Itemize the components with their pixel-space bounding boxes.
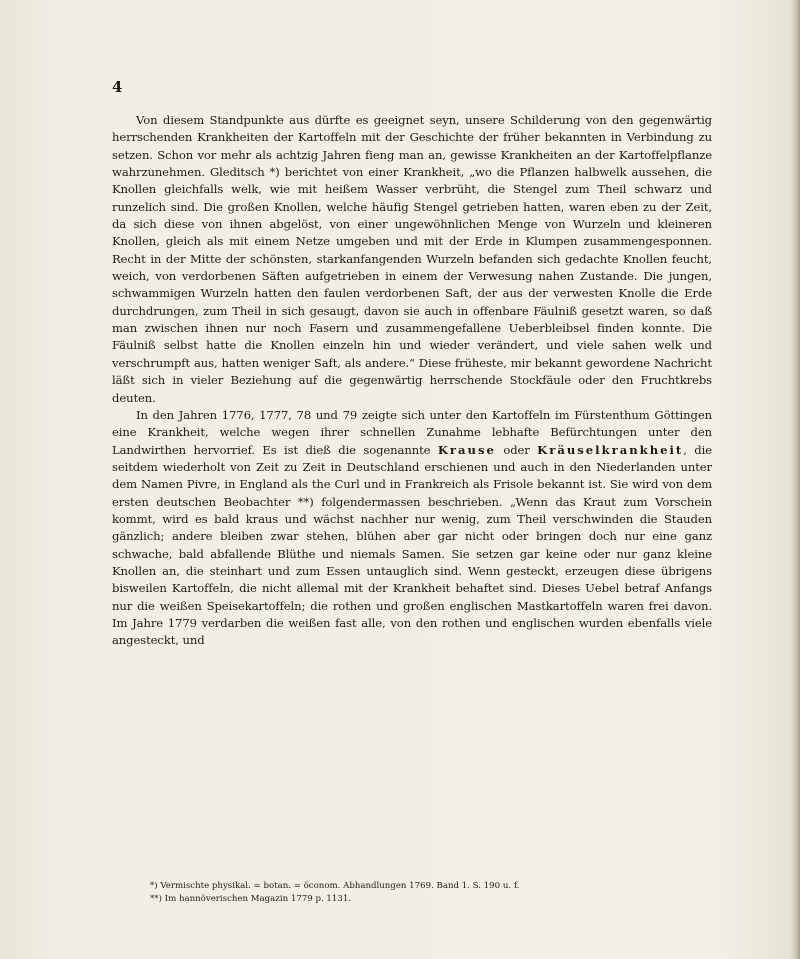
- paragraph-2-connector: oder: [495, 442, 538, 457]
- paragraph-2: [112, 407, 712, 650]
- paragraph-2-text-start: In den Jahren 1776, 1777, 78 und 79 zeigte sich unter den Kartoffeln im Fürstenthum Göttingen eine Krankheit, welche wegen ihrer schnellen Zunahme lebhafte Befürchtungen unter den Landwirthen hervorrief. Es ist dieß die sogenannte: [112, 407, 712, 457]
- paragraph-1: [112, 112, 712, 407]
- emphasis-krause: Krause: [437, 442, 496, 457]
- page-number: 4: [112, 78, 123, 96]
- footnote-2: **) Im hannöverischen Magazin 1779 p. 1131.: [150, 894, 352, 904]
- footnote-1: *) Vermischte physikal. = botan. = öconom. Abhandlungen 1769. Band 1. S. 190 u. f.: [150, 881, 520, 891]
- show-through-text: [250, 810, 510, 860]
- emphasis-kraeuselkrankheit: Kräuselkrankheit: [537, 442, 684, 457]
- page-edge-shadow: [790, 0, 800, 959]
- footnotes: [150, 880, 710, 906]
- body-text: [112, 112, 712, 650]
- paragraph-2-text-end: , die seitdem wiederholt von Zeit zu Zeit in Deutschland erschienen und auch in den Niederlanden unter dem Namen Pivre, in England als the Curl und in Frankreich als Frisole bekannt ist. Sie wird von dem ersten deutschen Beobachter **) folgendermassen beschrieben. „Wenn das Kraut zum Vorschein kommt, wird es bald kraus und wächst nachher nur wenig, zum Theil verschwinden die Stauden gänzlich; andere bleiben zwar stehen, blühen aber gar nicht oder bringen doch nur eine ganz schwache, bald abfallende Blüthe und niemals Samen. Sie setzen gar keine oder nur ganz kleine Knollen an, die steinhart und zum Essen untauglich sind. Wenn gesteckt, erzeugen diese übrigens bisweilen Kartoffeln, die nicht allemal mit der Krankheit behaftet sind. Dieses Uebel betraf Anfangs nur die weißen Speisekartoffeln; die rothen und großen englischen Mastkartoffeln waren frei davon. Im Jahre 1779 verdarben die weißen fast alle, von den rothen und englischen wurden ebenfalls viele angesteckt, und: [112, 442, 712, 648]
- paragraph-1-text: Von diesem Standpunkte aus dürfte es geeignet seyn, unsere Schilderung von den gegenwärtig herrschenden Krankheiten der Kartoffeln mit der Geschichte der früher bekannten in Verbindung zu setzen. Schon vor mehr als achtzig Jahren fieng man an, gewisse Krankheiten an der Kartoffelpflanze wahrzunehmen. Gleditsch *) berichtet von einer Krankheit, „wo die Pflanzen halbwelk aussehen, die Knollen gleichfalls welk, wie mit heißem Wasser verbrüht, die Stengel zum Theil schwarz und runzelich sind. Die großen Knollen, welche häufig Stengel getrieben hatten, waren eben zu der Zeit, da sich diese von ihnen abgelöst, von einer ungewöhnlichen Menge von Wurzeln und kleineren Knollen, gleich als mit einem Netze umgeben und mit der Erde in Klumpen zusammengesponnen. Recht in der Mitte der schönsten, starkanfangenden Wurzeln befanden sich gedachte Knollen feucht, weich, von verdorbenen Säften aufgetrieben in einem der Verwesung nahen Zustande. Die jungen, schwammigen Wurzeln hatten den faulen verdorbenen Saft, der aus der verwesten Knolle die Erde durchdrungen, zum Theil in sich gesaugt, davon sie auch in offenbare Fäulniß gesetzt waren, so daß man zwischen ihnen nur noch Fasern und zusammengefallene Ueberbleibsel finden konnte. Die Fäulniß selbst hatte die Knollen einzeln hin und wieder verändert, und viele sahen welk und verschrumpft aus, hatten weniger Saft, als andere.“ Diese früheste, mir bekannt gewordene Nachricht läßt sich in vieler Beziehung auf die gegenwärtig herrschende Stockfäule oder den Fruchtkrebs deuten.: [112, 113, 712, 405]
